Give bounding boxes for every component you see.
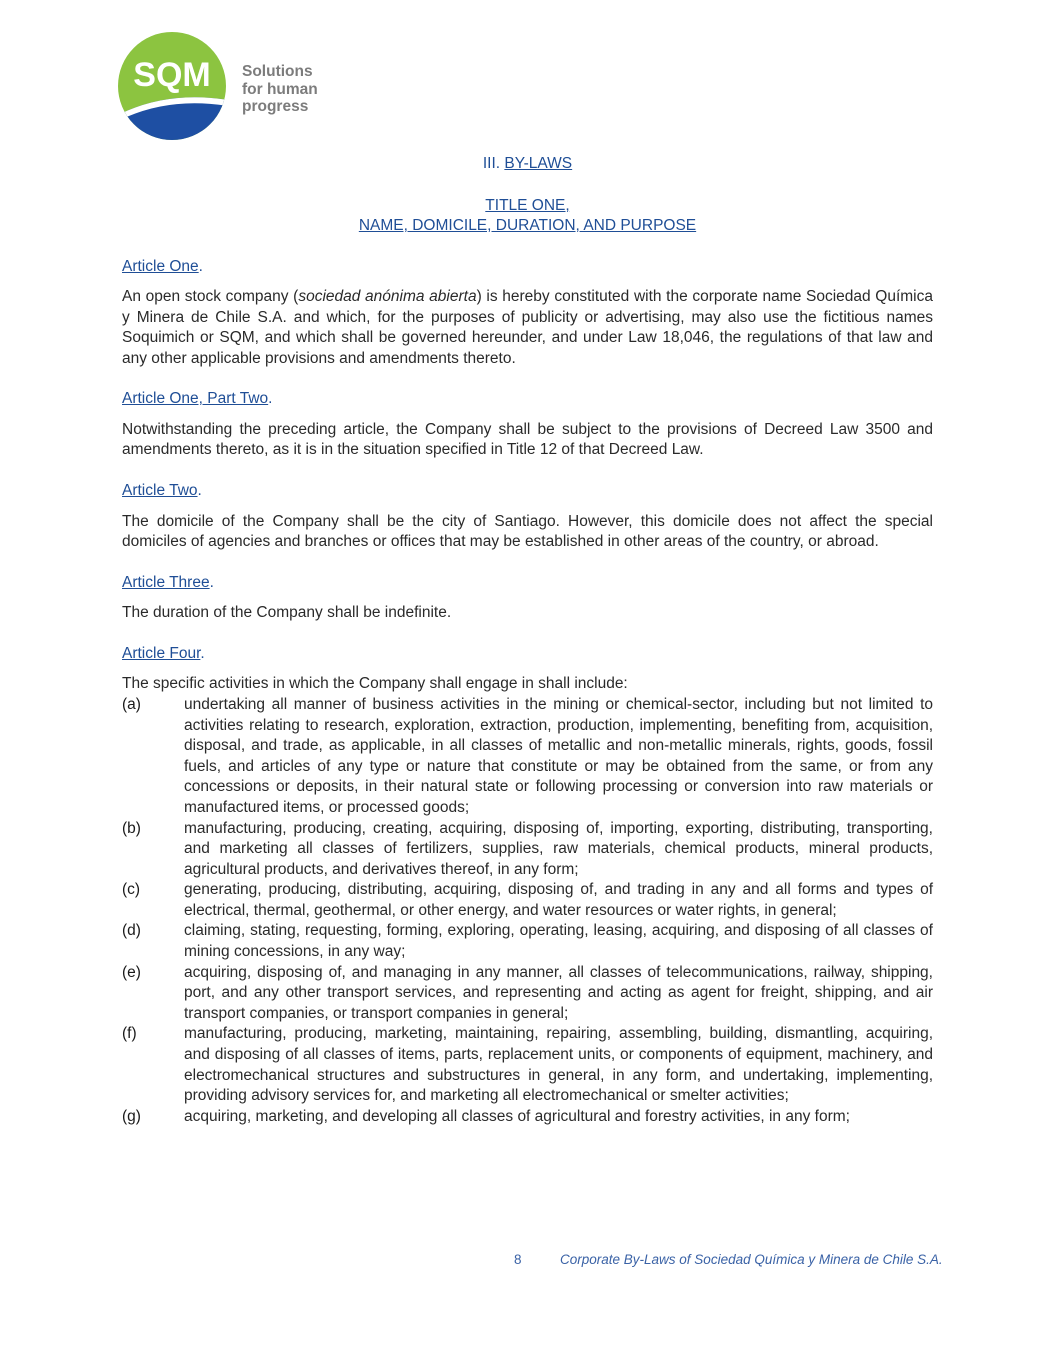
article-heading-text: Article Four [122, 644, 201, 662]
list-item-label: (f) [122, 1025, 137, 1043]
list-item-text: claiming, stating, requesting, forming, exploring, operating, leasing, acquiring, and disposing of all classes of mining concessions, in any way; [184, 922, 933, 961]
title-one-subtitle: NAME, DOMICILE, DURATION, AND PURPOSE [358, 217, 697, 234]
document-body [122, 150, 933, 1127]
title-one-heading [122, 196, 933, 237]
article-heading-text: Article Two [122, 482, 198, 500]
title-one-line: TITLE ONE, [485, 196, 570, 214]
activities-list [122, 695, 933, 1127]
list-item-text: acquiring, disposing of, and managing in any manner, all classes of telecommunications, railway, shipping, port, and any other transport services, and representing and acting as agent for freight, shipping, and air transport companies, or transport companies in general; [184, 963, 933, 1022]
logo-tagline-line: progress [242, 98, 309, 115]
sqm-logo-mark [116, 30, 228, 142]
list-item [122, 695, 933, 819]
list-item-text: generating, producing, distributing, acquiring, disposing of, and trading in any and all forms and types of electrical, thermal, geothermal, or other energy, and water resources or water rights, in general; [184, 881, 933, 919]
list-item [122, 963, 933, 1025]
sqm-logo-letters: SQM [133, 56, 211, 94]
list-item [122, 1107, 933, 1128]
article-one-heading: Article One. [122, 257, 203, 275]
article-three-heading: Article Three. [122, 573, 214, 591]
list-item-label: (g) [122, 1107, 141, 1125]
list-item [122, 921, 933, 962]
article-one-part-two-body: Notwithstanding the preceding article, the Company shall be subject to the provisions of Decreed Law 3500 and amendments thereto, as it is in the situation specified in Title 12 of that Decreed Law. [122, 420, 933, 459]
list-item-label: (e) [122, 963, 141, 981]
section-number: III. [482, 155, 501, 172]
sqm-logo [116, 30, 346, 146]
list-item-label: (c) [122, 881, 141, 899]
list-item-text: undertaking all manner of business activities in the mining or chemical-sector, including but not limited to activities relating to research, exploration, extraction, production, implementing, benefiting from, acquisition, disposal, and trade, as applicable, in all classes of metallic and non-metallic minerals, rights, goods, fossil fuels, and articles of any type or nature that constitute or may be obtained from the same, or from any concessions or deposits, in their natural state or following processing or conversion into raw materials or manufactured items, or processed goods; [184, 695, 933, 816]
section-title: BY-LAWS [504, 155, 573, 172]
list-item-label: (d) [122, 922, 141, 940]
article-four-heading: Article Four. [122, 644, 205, 662]
footer-document-title: Corporate By-Laws of Sociedad Química y Minera de Chile S.A. [560, 1252, 943, 1267]
list-item-text: acquiring, marketing, and developing all classes of agricultural and forestry activities, in any form; [184, 1107, 850, 1125]
article-one-body [122, 287, 933, 369]
article-heading-text: Article One, Part Two [122, 390, 269, 408]
list-item [122, 880, 933, 921]
article-two-body: The domicile of the Company shall be the city of Santiago. However, this domicile does not affect the special domiciles of agencies and branches or offices that may be established in other areas of the country, or abroad. [122, 512, 933, 551]
logo-tagline-line: Solutions [242, 63, 313, 80]
logo-tagline [242, 63, 318, 116]
page-number: 8 [514, 1252, 522, 1267]
article-heading-text: Article Three [122, 573, 210, 591]
article-three-body: The duration of the Company shall be indefinite. [122, 604, 452, 622]
article-one-body-italic: sociedad anónima abierta [298, 288, 477, 305]
list-item-text: manufacturing, producing, marketing, maintaining, repairing, assembling, building, dismantling, acquiring, and disposing of all classes of items, parts, replacement units, or components of equipment, machinery, and electromechanical structures and substructures in general, in any form, and undertaking, implementing, providing advisory services for, and marketing all electromechanical or smelter activities; [184, 1025, 933, 1105]
list-item [122, 819, 933, 881]
article-one-part-two-heading: Article One, Part Two. [122, 390, 273, 408]
section-heading [122, 154, 933, 175]
logo-tagline-line: for human [242, 80, 318, 98]
article-one-body-pre: An open stock company ( [122, 288, 299, 305]
list-item [122, 1024, 933, 1106]
list-item-label: (b) [122, 819, 141, 837]
article-heading-text: Article One [122, 257, 199, 275]
list-item-text: manufacturing, producing, creating, acquiring, disposing of, importing, exporting, distributing, transporting, and marketing all classes of fertilizers, supplies, raw materials, chemical products, mineral products, agricultural products, and derivatives thereof, in any form; [184, 819, 933, 878]
article-two-heading: Article Two. [122, 482, 202, 500]
article-four-intro: The specific activities in which the Company shall engage in shall include: [122, 675, 628, 693]
list-item-label: (a) [122, 695, 141, 713]
article-one-body-post: ) is hereby constituted with the corporate name Sociedad Química y Minera de Chile S.A. and which, for the purposes of publicity or advertising, may also use the fictitious names Soquimich or SQM, and which shall be governed hereunder, and under Law 18,046, the regulations of that law and any other applicable provisions and amendments thereto. [122, 288, 933, 367]
